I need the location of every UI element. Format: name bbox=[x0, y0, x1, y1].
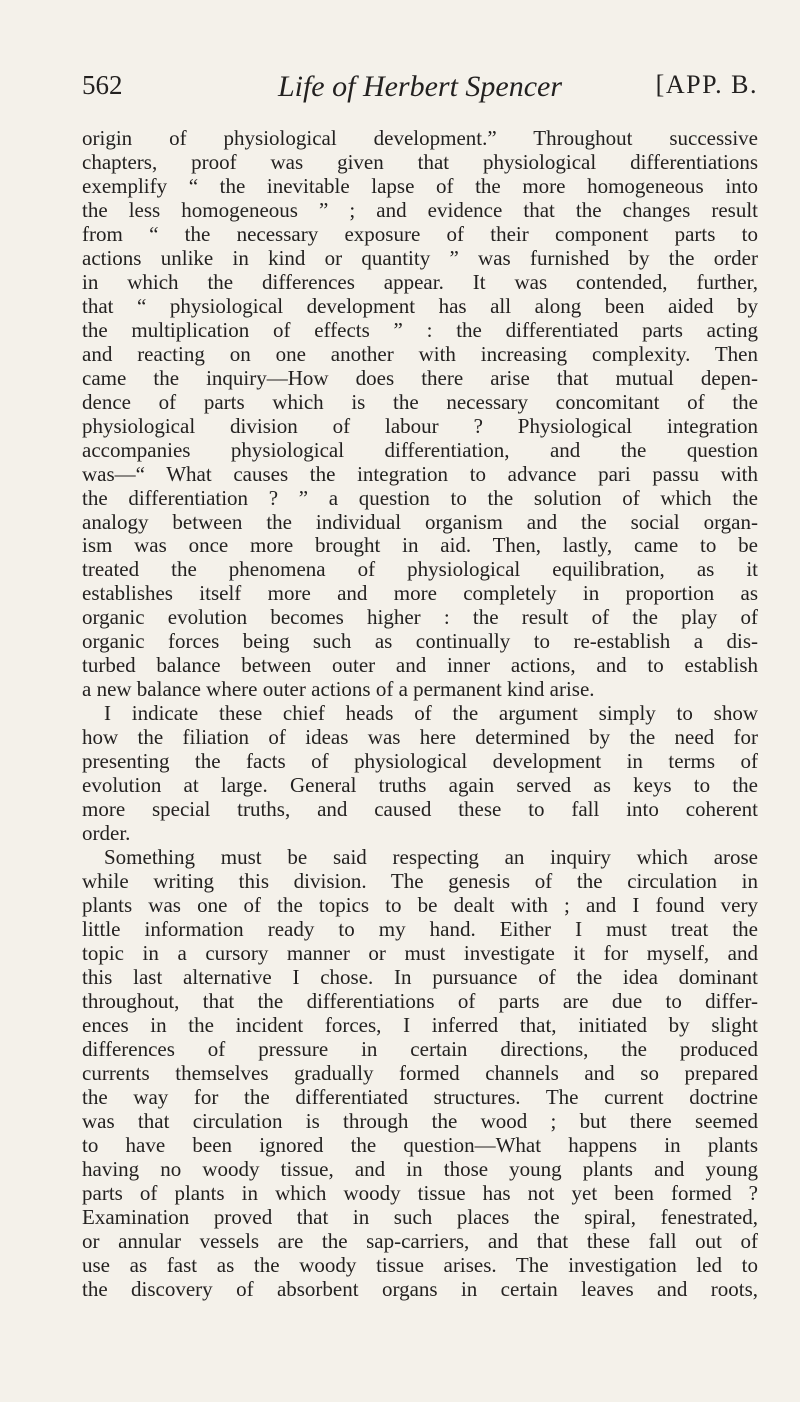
text-line: how the filiation of ideas was here determined by the need for bbox=[82, 726, 758, 750]
text-line: from “ the necessary exposure of their component parts to bbox=[82, 222, 758, 246]
text-line: evolution at large. General truths again served as keys to the bbox=[82, 774, 758, 798]
text-line: a new balance where outer actions of a permanent kind arise. bbox=[82, 678, 595, 702]
text-line: the multiplication of effects ” : the differentiated parts acting bbox=[82, 318, 758, 342]
text-line: throughout, that the differentiations of parts are due to differ- bbox=[82, 989, 758, 1013]
text-line: analogy between the individual organism and the social organ- bbox=[82, 510, 758, 534]
text-line: establishes itself more and more completely in proportion as bbox=[82, 582, 758, 606]
text-line: origin of physiological development.” Throughout successive bbox=[82, 127, 758, 150]
page-number: 562 bbox=[82, 70, 123, 100]
text-line: ences in the incident forces, I inferred that, initiated by slight bbox=[82, 1013, 758, 1037]
text-line: was—“ What causes the integration to advance pari passu with bbox=[82, 462, 758, 486]
text-line: organic forces being such as continually to re-establish a dis- bbox=[82, 630, 758, 654]
text-line: or annular vessels are the sap-carriers, and that these fall out of bbox=[82, 1229, 758, 1253]
text-line: this last alternative I chose. In pursuance of the idea dominant bbox=[82, 965, 758, 989]
text-line: organic evolution becomes higher : the result of the play of bbox=[82, 606, 758, 630]
text-line: dence of parts which is the necessary concomitant of the bbox=[82, 390, 758, 414]
text-line: turbed balance between outer and inner actions, and to establish bbox=[82, 654, 758, 678]
text-line: the way for the differentiated structures. The current doctrine bbox=[82, 1085, 758, 1109]
text-line: treated the phenomena of physiological equilibration, as it bbox=[82, 558, 758, 582]
text-line: differences of pressure in certain directions, the produced bbox=[82, 1037, 758, 1061]
text-line: to have been ignored the question—What happens in plants bbox=[82, 1133, 758, 1157]
text-line: and reacting on one another with increasing complexity. Then bbox=[82, 342, 758, 366]
text-line: accompanies physiological differentiation, and the question bbox=[82, 438, 758, 462]
text-line: more special truths, and caused these to fall into coherent bbox=[82, 798, 758, 822]
text-line: little information ready to my hand. Either I must treat the bbox=[82, 917, 758, 941]
text-line: was that circulation is through the wood ; but there seemed bbox=[82, 1109, 758, 1133]
text-line: currents themselves gradually formed channels and so prepared bbox=[82, 1061, 758, 1085]
text-line: Examination proved that in such places the spiral, fenestrated, bbox=[82, 1205, 758, 1229]
text-line: parts of plants in which woody tissue has not yet been formed ? bbox=[82, 1181, 758, 1205]
text-line: I indicate these chief heads of the argument simply to show bbox=[104, 702, 758, 726]
text-line: exemplify “ the inevitable lapse of the more homogeneous into bbox=[82, 174, 758, 198]
text-line: presenting the facts of physiological development in terms of bbox=[82, 750, 758, 774]
text-line: ism was once more brought in aid. Then, lastly, came to be bbox=[82, 534, 758, 558]
text-line: topic in a cursory manner or must investigate it for myself, and bbox=[82, 941, 758, 965]
text-line: the differentiation ? ” a question to the solution of which the bbox=[82, 486, 758, 510]
text-line: in which the differences appear. It was contended, further, bbox=[82, 270, 758, 294]
text-line: actions unlike in kind or quantity ” was furnished by the order bbox=[82, 246, 758, 270]
text-line: having no woody tissue, and in those young plants and young bbox=[82, 1157, 758, 1181]
section-label: [APP. B. bbox=[655, 70, 758, 99]
running-title: Life of Herbert Spencer bbox=[277, 70, 563, 103]
text-line: the discovery of absorbent organs in certain leaves and roots, bbox=[82, 1277, 758, 1301]
text-line: came the inquiry—How does there arise that mutual depen- bbox=[82, 366, 758, 390]
text-line: physiological division of labour ? Physiological integration bbox=[82, 414, 758, 438]
text-line: plants was one of the topics to be dealt with ; and I found very bbox=[82, 894, 758, 917]
body-text bbox=[82, 127, 758, 1301]
text-line: order. bbox=[82, 822, 131, 846]
text-line: while writing this division. The genesis of the circulation in bbox=[82, 870, 758, 894]
text-line: chapters, proof was given that physiological differentiations bbox=[82, 150, 758, 174]
text-line: use as fast as the woody tissue arises. The investigation led to bbox=[82, 1253, 758, 1277]
text-line: the less homogeneous ” ; and evidence that the changes result bbox=[82, 198, 758, 222]
text-line: that “ physiological development has all along been aided by bbox=[82, 294, 758, 318]
running-head bbox=[82, 70, 758, 114]
text-line: Something must be said respecting an inquiry which arose bbox=[104, 846, 758, 870]
